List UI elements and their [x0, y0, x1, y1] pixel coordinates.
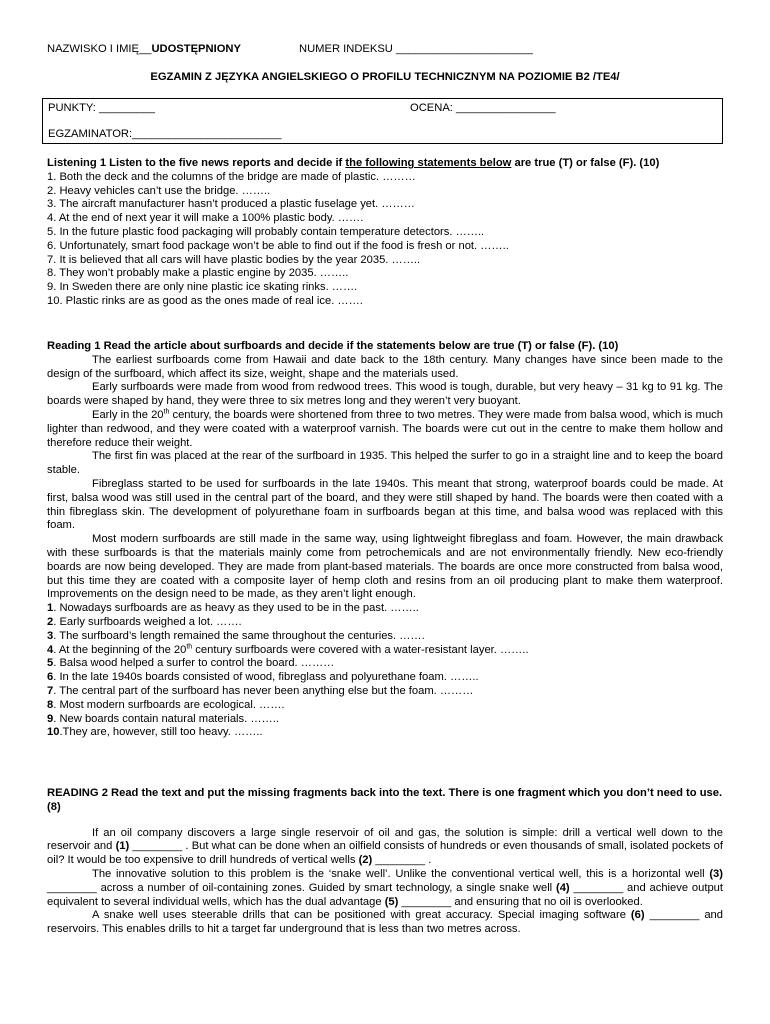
list-item: 5. Balsa wood helped a surfer to control the board. ……… [47, 657, 335, 670]
article-paragraph: Most modern surfboards are still made in the same way, using lightweight fibreglass and foam. However, the main drawback with these surfboards is that the materials mainly come from petrochemicals and are not environmentally friendly. New eco-friendly boards are now being developed. They are made from plant-based materials. The boards are once more constructed from balsa wood, but this time they are coated with a composite layer of hemp cloth and resins from an oil producing plant to make them waterproof. Improvements on the design need to be made, as they aren’t light enough. [47, 533, 723, 601]
examiner-field: EGZAMINATOR:________________________ [48, 128, 282, 140]
reading2-section [47, 787, 723, 937]
list-item: 1. Nowadays surfboards are as heavy as they used to be in the past. …….. [47, 602, 419, 615]
list-item: 2. Early surfboards weighed a lot. ……. [47, 615, 242, 628]
grade-field: OCENA: ________________ [410, 102, 556, 114]
article-paragraph: A snake well uses steerable drills that can be positioned with great accuracy. Special imaging software (6) ________ and reservoirs. This enables drills to hit a target far underground that is less than two metres across. [47, 909, 723, 936]
article-paragraph: The innovative solution to this problem is the ‘snake well’. Unlike the conventional vertical well, this is a horizontal well (3) ________ across a number of oil-containing zones. Guided by smart technology, a single snake well (4) ________ and achieve output equivalent to several individual wells, which has the dual advantage (5) ________ and ensuring that no oil is overlooked. [47, 867, 723, 908]
list-item: 1. Both the deck and the columns of the bridge are made of plastic. ……… [47, 170, 416, 183]
article-paragraph: Early surfboards were made from wood from redwood trees. This wood is tough, durable, but very heavy – 31 kg to 91 kg. The boards were shaped by hand, they were three to six metres long and they weren’t very buoyant. [47, 381, 723, 408]
student-header [47, 43, 723, 59]
list-item: 7. The central part of the surfboard has never been anything else but the foam. ……… [47, 684, 474, 697]
list-item: 6. In the late 1940s boards consisted of wood, fibreglass and polyurethane foam. …….. [47, 671, 479, 684]
article-paragraph: Early in the 20th century, the boards were shortened from three to two metres. They were made from balsa wood, which is much lighter than redwood, and they were coated with a waterproof varnish. The boards were cut out in the centre to make them hollow and therefore reduce their weight. [47, 408, 723, 449]
article-paragraph: Fibreglass started to be used for surfboards in the late 1940s. This meant that strong, waterproof boards could be made. At first, balsa wood was still used in the central part of the board, and they were still shaped by hand. The boards were then coated with a thin fibreglass skin. The development of polyurethane foam in surfboards began at this time, and balsa wood was replaced with this foam. [47, 477, 723, 532]
reading1-section [47, 340, 723, 740]
name-field: NAZWISKO I IMIĘ__UDOSTĘPNIONY [47, 43, 241, 55]
article-paragraph: The first fin was placed at the rear of the surfboard in 1935. This helped the surfer to go in a straight line and to keep the board stable. [47, 450, 723, 477]
points-field: PUNKTY: _________ [48, 102, 155, 114]
list-item: 5. In the future plastic food packaging will probably contain temperature detectors. …….. [47, 225, 485, 238]
list-item: 10.They are, however, still too heavy. …….. [47, 726, 263, 739]
list-item: 9. New boards contain natural materials. …….. [47, 712, 279, 725]
reading1-title: Reading 1 Read the article about surfboards and decide if the statements below are true (T) or false (F). (10) [47, 340, 619, 352]
name-value: UDOSTĘPNIONY [151, 43, 241, 55]
list-item: 8. Most modern surfboards are ecological. ……. [47, 698, 285, 711]
list-item: 3. The aircraft manufacturer hasn’t produced a plastic fuselage yet. ……… [47, 198, 415, 211]
list-item: 4. At the end of next year it will make a 100% plastic body. ……. [47, 212, 364, 225]
list-item: 7. It is believed that all cars will have plastic bodies by the year 2035. …….. [47, 253, 421, 266]
article-paragraph: If an oil company discovers a large single reservoir of oil and gas, the solution is simple: drill a vertical well down to the reservoir and (1) ________ . But what can be done when an oilfield consists of hundreds or even thousands of small, isolated pockets of oil? It would be too expensive to drill hundreds of vertical wells (2) ________ . [47, 826, 723, 867]
list-item: 3. The surfboard’s length remained the same throughout the centuries. ……. [47, 629, 425, 642]
article-paragraph: The earliest surfboards come from Hawaii and date back to the 18th century. Many changes have since been made to the design of the surfboard, which affect its size, weight, shape and the materials used. [47, 353, 723, 380]
list-item: 4. At the beginning of the 20th century surfboards were covered with a water-resistant layer. …….. [47, 642, 529, 656]
reading2-title: READING 2 Read the text and put the missing fragments back into the text. There is one fragment which you don’t need to use. (8) [47, 787, 723, 813]
list-item: 6. Unfortunately, smart food package won’t be able to find out if the food is fresh or not. …….. [47, 239, 509, 252]
listening-section [47, 157, 723, 309]
spacer [47, 815, 723, 827]
index-field: NUMER INDEKSU ______________________ [299, 43, 533, 55]
list-item: 2. Heavy vehicles can’t use the bridge. …….. [47, 184, 271, 197]
listening-title: Listening 1 Listen to the five news reports and decide if the following statements below are true (T) or false (F). (10) [47, 157, 660, 169]
score-box [42, 98, 723, 144]
exam-title: EGZAMIN Z JĘZYKA ANGIELSKIEGO O PROFILU TECHNICZNYM NA POZIOMIE B2 /TE4/ [150, 71, 620, 83]
list-item: 9. In Sweden there are only nine plastic ice skating rinks. ……. [47, 281, 358, 294]
list-item: 10. Plastic rinks are as good as the ones made of real ice. ……. [47, 294, 363, 307]
list-item: 8. They won’t probably make a plastic engine by 2035. …….. [47, 267, 349, 280]
